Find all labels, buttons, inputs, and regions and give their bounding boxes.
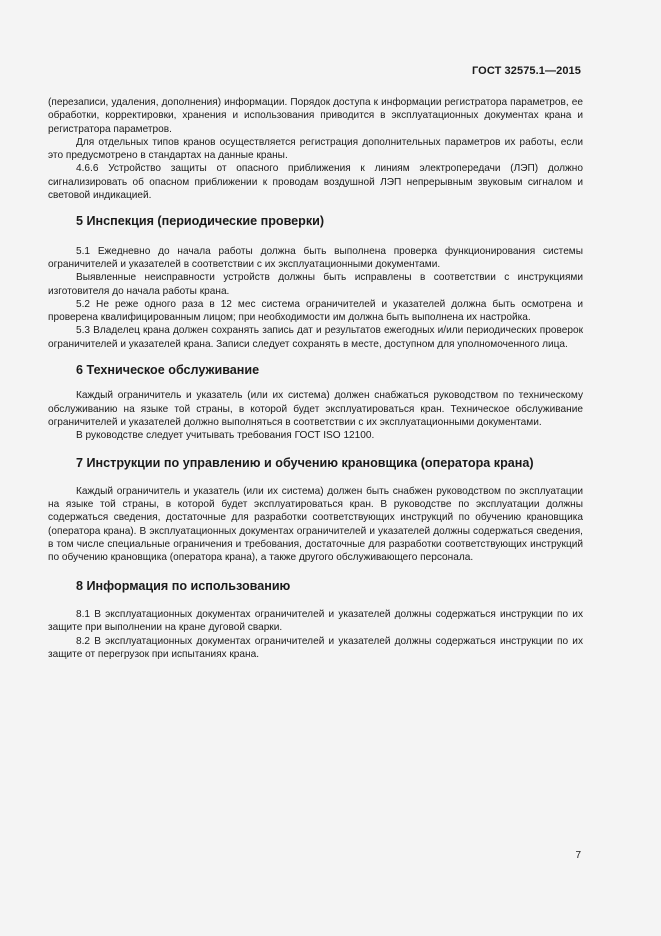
- paragraph: Каждый ограничитель и указатель (или их система) должен быть снабжен руководством по эксплуатации на языке той страны, в которой будет эксплуатироваться кран. В руководстве по эксплуатации должны содержаться сведения, достаточные для разработки соответствующих инструкций по обучению крановщика (оператора крана). В эксплуатационных документах ограничителей и указателей должны содержаться сведения, в том числе специальные ограничения и требования, достаточные для разработки соответствующих инструкций по обучению крановщика (оператора крана), а также другого обслуживающего персонала.: [48, 485, 583, 564]
- page-number: 7: [575, 850, 581, 861]
- document-body: [48, 96, 583, 661]
- section-7-heading: 7 Инструкции по управлению и обучению крановщика (оператора крана): [76, 455, 534, 470]
- section-8-heading: 8 Информация по использованию: [76, 578, 291, 593]
- paragraph: Для отдельных типов кранов осуществляется регистрация дополнительных параметров их работы, если это предусмотрено в стандартах на данные краны.: [48, 136, 583, 162]
- paragraph: 8.1 В эксплуатационных документах ограничителей и указателей должны содержаться инструкции по их защите при выполнении на кране дуговой сварки.: [48, 608, 583, 634]
- paragraph: 5.2 Не реже одного раза в 12 мес система ограничителей и указателей должна быть осмотрена и проверена квалифицированным лицом; при необходимости им должна быть выполнена их настройка.: [48, 298, 583, 324]
- paragraph: В руководстве следует учитывать требования ГОСТ ISO 12100.: [76, 430, 375, 442]
- document-header: ГОСТ 32575.1—2015: [471, 65, 581, 77]
- paragraph: 5.3 Владелец крана должен сохранять запись дат и результатов ежегодных и/или периодических проверок ограничителей и указателей крана. Записи следует сохранять в месте, доступном для уполномоченного лица.: [48, 325, 583, 350]
- section-6-heading: 6 Техническое обслуживание: [76, 363, 260, 378]
- paragraph: (перезаписи, удаления, дополнения) информации. Порядок доступа к информации регистратора параметров, ее обработки, корректировки, хранения и использования приводится в эксплуатационных документах крана и регистратора параметров.: [48, 97, 583, 135]
- paragraph: 5.1 Ежедневно до начала работы должна быть выполнена проверка функционирования системы ограничителей и указателей в соответствии с их эксплуатационными документами.: [48, 245, 583, 270]
- paragraph: Каждый ограничитель и указатель (или их система) должен снабжаться руководством по техническому обслуживанию на языке той страны, в которой будет эксплуатироваться кран. Техническое обслуживание ограничителей и указателей должно выполняться в соответствии с их эксплуатационными документами.: [48, 390, 583, 428]
- paragraph: Выявленные неисправности устройств должны быть исправлены в соответствии с инструкциями изготовителя до начала работы крана.: [48, 272, 583, 297]
- paragraph: 4.6.6 Устройство защиты от опасного приближения к линиям электропередачи (ЛЭП) должно сигнализировать об опасном приближении к проводам воздушной ЛЭП непрерывным звуковым сигналом и световой индикацией.: [48, 163, 583, 202]
- paragraph: 8.2 В эксплуатационных документах ограничителей и указателей должны содержаться инструкции по их защите от перегрузок при испытаниях крана.: [48, 635, 583, 660]
- section-5-heading: 5 Инспекция (периодические проверки): [76, 214, 325, 229]
